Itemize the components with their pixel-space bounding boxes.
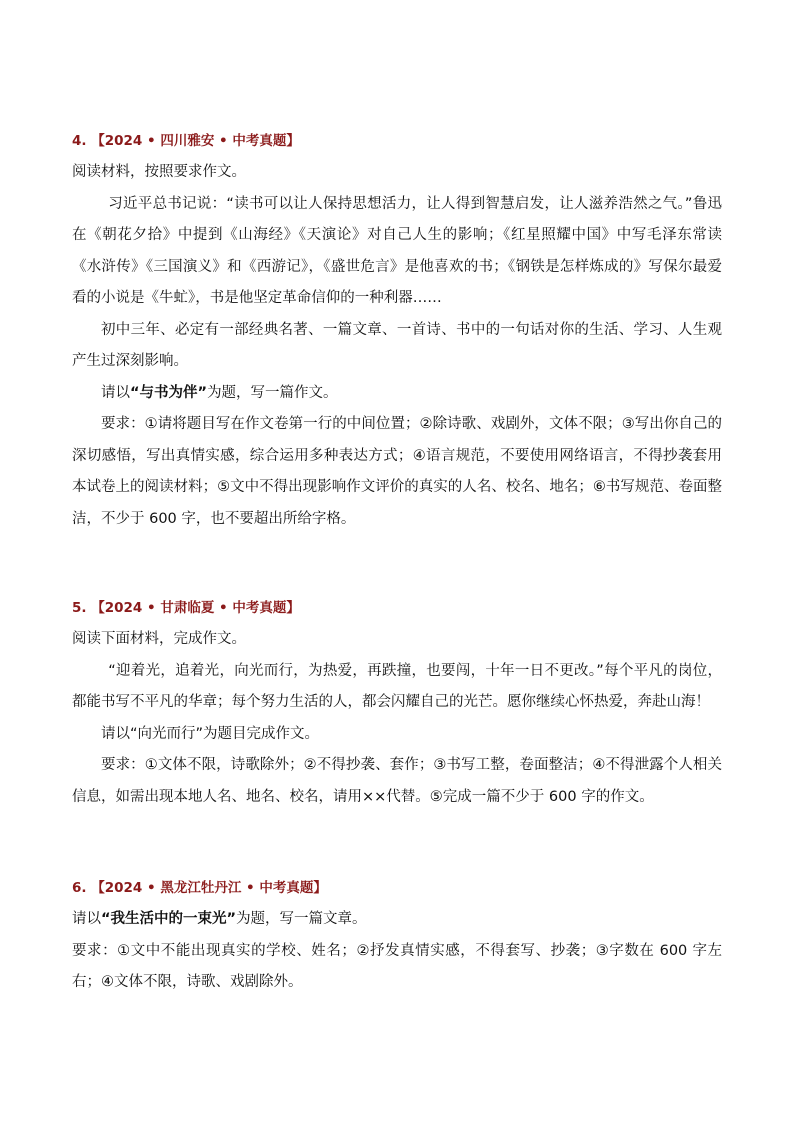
question-number: 5. <box>72 600 87 616</box>
prompt-text: 为题，写一篇文章。 <box>236 911 367 927</box>
requirements-paragraph: 要求：①文中不能出现真实的学校、姓名；②抒发真情实感，不得套写、抄袭；③字数在 600 字左右；④文体不限，诗歌、戏剧除外。 <box>72 942 722 990</box>
prompt-text: 请以 <box>72 911 101 927</box>
writing-prompt <box>72 378 722 410</box>
question-source-tag: 【2024 • 黑龙江牡丹江 • 中考真题】 <box>91 880 327 896</box>
question-6 <box>72 878 722 999</box>
material-paragraph: “迎着光，追着光，向光而行，为热爱，再跌撞，也要闯，十年一日不更改。”每个平凡的岗位，都能书写不平凡的华章；每个努力生活的人，都会闪耀自己的光芒。愿你继续心怀热爱，奔赴山海！ <box>72 662 722 710</box>
question-intro: 阅读下面材料，完成作文。 <box>72 631 246 647</box>
prompt-text: 请以 <box>101 384 130 401</box>
question-5-header <box>72 598 722 618</box>
question-5 <box>72 598 722 813</box>
question-intro: 阅读材料，按照要求作文。 <box>72 164 246 180</box>
writing-prompt <box>72 904 722 936</box>
question-source-tag: 【2024 • 四川雅安 • 中考真题】 <box>91 133 300 149</box>
essay-title: “与书为伴” <box>130 384 208 401</box>
question-4 <box>72 131 722 535</box>
question-source-tag: 【2024 • 甘肃临夏 • 中考真题】 <box>91 600 300 616</box>
question-number: 4. <box>72 133 87 149</box>
writing-prompt: 请以“向光而行”为题目完成作文。 <box>101 725 320 742</box>
prompt-text: 为题，写一篇作文。 <box>207 384 338 401</box>
question-number: 6. <box>72 880 87 896</box>
question-6-header <box>72 878 722 898</box>
material-paragraph: 习近平总书记说：“读书可以让人保持思想活力，让人得到智慧启发，让人滋养浩然之气。”鲁迅在《朝花夕拾》中提到《山海经》《天演论》对自己人生的影响；《红星照耀中国》中写毛泽东常读《水浒传》《三国演义》和《西游记》，《盛世危言》是他喜欢的书；《钢铁是怎样炼成的》写保尔最爱看的小说是《牛虻》，书是他坚定革命信仰的一种利器…… <box>72 195 722 306</box>
requirements-paragraph: 要求：①请将题目写在作文卷第一行的中间位置；②除诗歌、戏剧外，文体不限；③写出你自己的深切感悟，写出真情实感，综合运用多种表达方式；④语言规范，不要使用网络语言，不得抄袭套用本试卷上的阅读材料；⑤文中不得出现影响作文评价的真实的人名、校名、地名；⑥书写规范、卷面整洁，不少于 600 字，也不要超出所给字格。 <box>72 416 722 527</box>
essay-title: “我生活中的一束光” <box>101 911 237 927</box>
question-4-header <box>72 131 722 151</box>
requirements-paragraph: 要求：①文体不限，诗歌除外；②不得抄袭、套作；③书写工整，卷面整洁；④不得泄露个人相关信息，如需出现本地人名、地名、校名，请用××代替。⑤完成一篇不少于 600 字的作文。 <box>72 757 722 805</box>
material-paragraph: 初中三年、必定有一部经典名著、一篇文章、一首诗、书中的一句话对你的生活、学习、人生观产生过深刻影响。 <box>72 321 722 369</box>
